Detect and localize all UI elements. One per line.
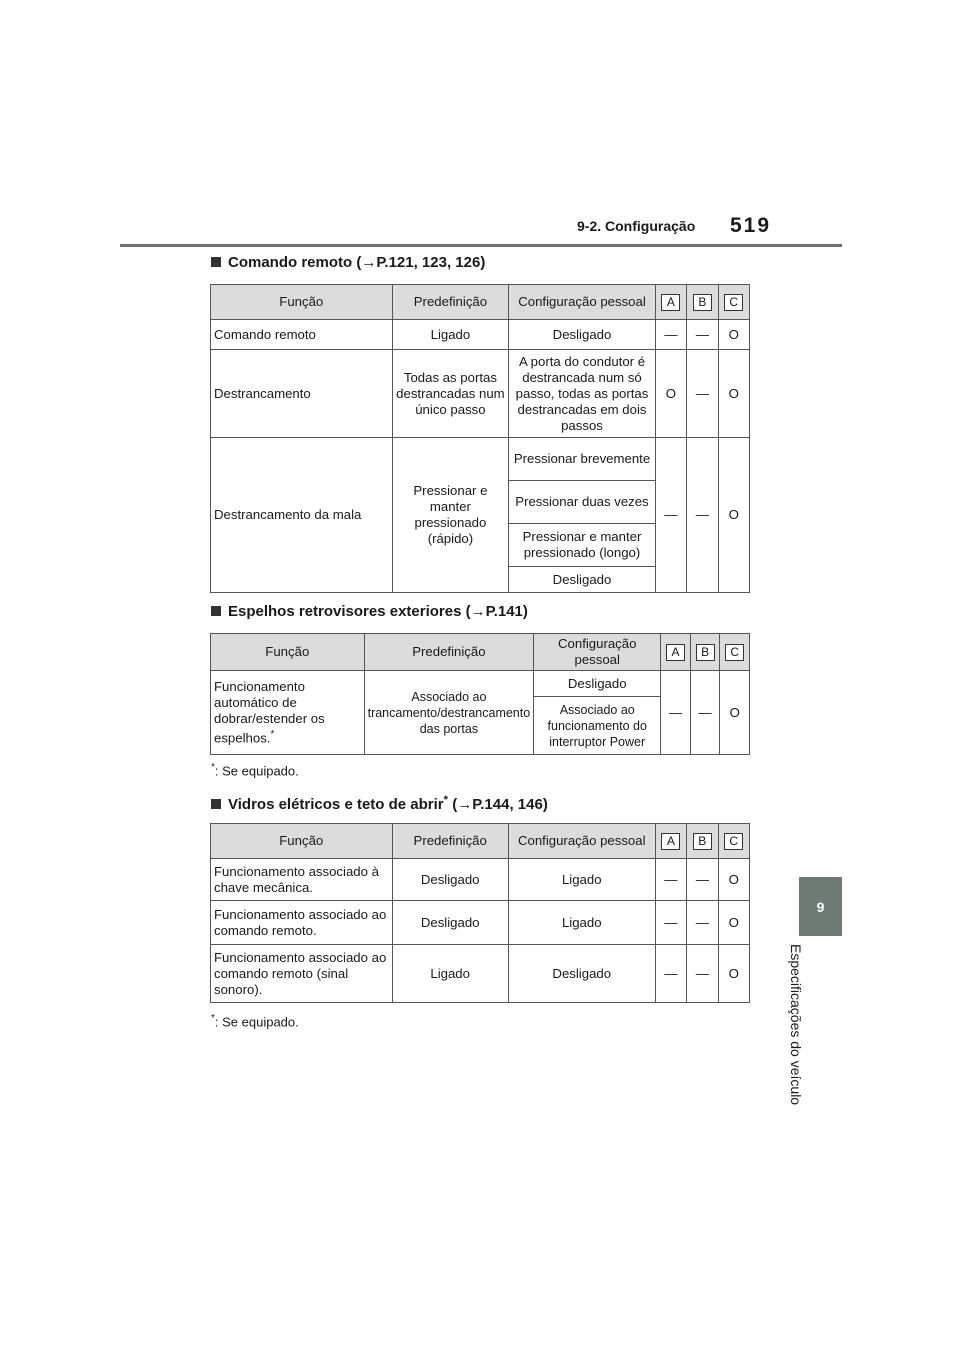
table-row: Funcionamento associado ao comando remoto (sinal sonoro). Ligado Desligado — — O — [211, 945, 750, 1003]
table-row: Funcionamento associado à chave mecânica. Desligado Ligado — — O — [211, 859, 750, 901]
section-title-windows: Vidros elétricos e teto de abrir* (→P.144, 146) — [211, 794, 548, 813]
col-header-b: B — [690, 634, 720, 671]
col-header-predefinicao: Predefinição — [364, 634, 534, 671]
table-row: Comando remoto Ligado Desligado — — O — [211, 320, 750, 350]
col-header-funcao: Função — [211, 285, 393, 320]
chapter-tab — [799, 877, 842, 936]
bullet-square-icon — [211, 257, 221, 267]
col-header-b: B — [687, 824, 718, 859]
col-header-funcao: Função — [211, 634, 365, 671]
col-header-c: C — [720, 634, 750, 671]
col-header-a: A — [655, 285, 686, 320]
table-row: Pressionar e manter pressionado (longo) — [211, 524, 750, 567]
col-header-a: A — [655, 824, 686, 859]
col-header-config: Configuração pessoal — [508, 824, 655, 859]
col-header-c: C — [718, 285, 749, 320]
chapter-number: 9 — [816, 898, 825, 915]
table-mirrors — [210, 633, 750, 755]
table-windows — [210, 823, 750, 1003]
section-title-remote: Comando remoto (→P.121, 123, 126) — [211, 254, 485, 271]
footnote: *: Se equipado. — [211, 1013, 299, 1030]
page-number: 519 — [730, 214, 772, 237]
col-header-predefinicao: Predefinição — [392, 285, 509, 320]
table-row: Funcionamento automático de dobrar/estender os espelhos.* Associado ao trancamento/destrancamento das portas Desligado — — O — [211, 671, 750, 697]
table-header-row — [211, 634, 750, 671]
table-row: Destrancamento Todas as portas destrancadas num único passo A porta do condutor é destrancada num só passo, todas as portas destrancadas em dois passos O — O — [211, 350, 750, 438]
col-header-b: B — [687, 285, 718, 320]
table-row: Desligado — [211, 567, 750, 593]
table-remote — [210, 284, 750, 593]
header-rule — [120, 244, 842, 247]
section-heading: 9-2. Configuração — [577, 218, 696, 234]
table-row: Funcionamento associado ao comando remoto. Desligado Ligado — — O — [211, 901, 750, 945]
table-header-row — [211, 824, 750, 859]
bullet-square-icon — [211, 799, 221, 809]
footnote: *: Se equipado. — [211, 762, 299, 779]
bullet-square-icon — [211, 606, 221, 616]
col-header-funcao: Função — [211, 824, 393, 859]
col-header-predefinicao: Predefinição — [392, 824, 508, 859]
table-row: Pressionar duas vezes — [211, 481, 750, 524]
col-header-config: Configuração pessoal — [509, 285, 655, 320]
table-row: Destrancamento da mala Pressionar e manter pressionado (rápido) Pressionar brevemente — — O — [211, 438, 750, 481]
table-header-row — [211, 285, 750, 320]
col-header-c: C — [718, 824, 749, 859]
section-title-mirrors: Espelhos retrovisores exteriores (→P.141) — [211, 603, 528, 620]
table-row: Associado ao funcionamento do interruptor Power — [211, 697, 750, 755]
col-header-a: A — [661, 634, 691, 671]
col-header-config: Configuração pessoal — [534, 634, 661, 671]
